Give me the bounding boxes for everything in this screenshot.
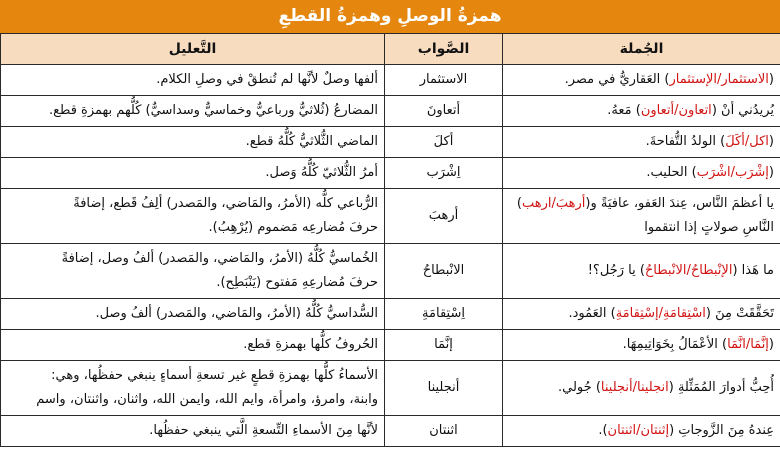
table-row xyxy=(1,244,780,299)
sentence-cell: (إشْرَب/اشْرَب) الحليب. xyxy=(503,158,780,189)
table-row xyxy=(1,127,780,158)
answer-cell: اِسْتِقامَةِ xyxy=(385,299,503,330)
reason-cell: أمرُ الثُّلاثيّ كُلُّهُ وَصل. xyxy=(1,158,385,189)
sentence-cell: (الاستثمار/الإستثمار) العَقاريُّ في مصر. xyxy=(503,65,780,96)
sentence-cell: أُحِبُّ أدوارَ المُمَثِّلةِ (انجلينا/أنجلينا) جُولي. xyxy=(503,361,780,416)
reason-cell: المضارعُ (ثُلاثيٌّ ورباعيٌّ وخماسيٌّ وسداسيٌّ) كُلُّهم بهمزةِ قطع. xyxy=(1,96,385,127)
table-row xyxy=(1,158,780,189)
sentence-cell: عِندهُ مِنَ الزَّوجاتِ (إثنتان/اثنتان). xyxy=(503,416,780,447)
reason-cell: الأسماءُ كلُّها بهمزةِ قطعٍ غير تسعةِ أسماءٍ ينبغي حفظُها، وهي: وابنة، وامرؤ، وامرأة، وايم الله، وايمن الله، واثنان، واثنتان، واسم xyxy=(1,361,385,416)
table-row xyxy=(1,65,780,96)
options-text: اتعاون/أتعاون xyxy=(640,103,712,118)
options-text: اكل/أكَلَ xyxy=(725,134,769,149)
sentence-cell: ما هَذا (الإنْبطاحُ/الانْبطاحُ) يا رَجُل؟! xyxy=(503,244,780,299)
table-row xyxy=(1,96,780,127)
header-row xyxy=(1,34,780,65)
answer-cell: اثنتان xyxy=(385,416,503,447)
sentence-cell: يا أعظمَ النَّاس، عِندَ العَفو، عافيَةً و(أرهبَ/ارهب) النَّاسِ صولاتٍ إذا انتقموا xyxy=(503,189,780,244)
options-text: الإنْبطاحُ/الانْبطاحُ xyxy=(644,263,733,278)
reason-cell: ألفها وصلٌ لأنَّها لم تُنطقْ في وصلِ الكلام. xyxy=(1,65,385,96)
reason-cell: لأنَّها مِنَ الأسماءِ التِّسعةِ الَّتي ينبغي حفظُها. xyxy=(1,416,385,447)
table-row xyxy=(1,330,780,361)
header-sentence: الجُملة xyxy=(503,34,780,65)
answer-cell: أرهبَ xyxy=(385,189,503,244)
reason-cell: الماضي الثُّلاثيُّ كُلُّهُ قطع. xyxy=(1,127,385,158)
answer-cell: أنجلينا xyxy=(385,361,503,416)
sentence-cell: (إنَّمَا/انَّمَا) الأعْمَالُ بِخَوَاتِيمِهَا. xyxy=(503,330,780,361)
table-row xyxy=(1,361,780,416)
answer-cell: أكلَ xyxy=(385,127,503,158)
table-title: همزةُ الوصلِ وهمزةُ القطعِ xyxy=(0,0,780,33)
options-text: الاستثمار/الإستثمار xyxy=(669,72,769,87)
reason-cell: الرُّباعي كلُّه (الأمرُ، والمَاضي، والمَصدر) ألِفُ قَطع، إضافةً حرفَ مُضارعِه مَضموم (يُرْهِبُ). xyxy=(1,189,385,244)
options-text: انجلينا/أنجلينا xyxy=(600,380,669,395)
reason-cell: السُّداسيُّ كُلُّهُ (الأمرُ، والمَاضي، والمَصدر) ألفُ وصل. xyxy=(1,299,385,330)
answer-cell: اِشْرَب xyxy=(385,158,503,189)
sentence-cell: (اكل/أكَلَ) الولدُ التُّفاحةَ. xyxy=(503,127,780,158)
table-row xyxy=(1,189,780,244)
reason-cell: الخُماسيُّ كُلُّهُ (الأمرُ، والمَاضي، والمَصدر) ألفُ وصل، إضافةً حرفَ مُضارعِهِ مَفتوح (يَنْبَطِح). xyxy=(1,244,385,299)
header-reason: التَّعليل xyxy=(1,34,385,65)
table-row xyxy=(1,416,780,447)
grammar-table xyxy=(0,33,780,447)
reason-cell: الحُروفُ كلُّها بهمزةِ قطع. xyxy=(1,330,385,361)
sentence-cell: تَحَقَّقَتْ مِنَ (اسْتِقامَةِ/إسْتِقامَةِ) العَمُود. xyxy=(503,299,780,330)
header-answer: الصَّواب xyxy=(385,34,503,65)
options-text: إشْرَب/اشْرَب xyxy=(696,165,769,180)
sentence-cell: يُريدُني أنْ (اتعاون/أتعاون) مَعهُ. xyxy=(503,96,780,127)
table-row xyxy=(1,299,780,330)
answer-cell: إنَّمَا xyxy=(385,330,503,361)
options-text: إنَّمَا/انَّمَا xyxy=(727,337,769,352)
options-text: اسْتِقامَةِ/إسْتِقامَةِ xyxy=(615,306,706,321)
options-text: أرهبَ/ارهب xyxy=(522,196,586,211)
answer-cell: الاستثمار xyxy=(385,65,503,96)
answer-cell: أتعاونَ xyxy=(385,96,503,127)
options-text: إثنتان/اثنتان xyxy=(607,423,670,438)
answer-cell: الانْبطاحُ xyxy=(385,244,503,299)
